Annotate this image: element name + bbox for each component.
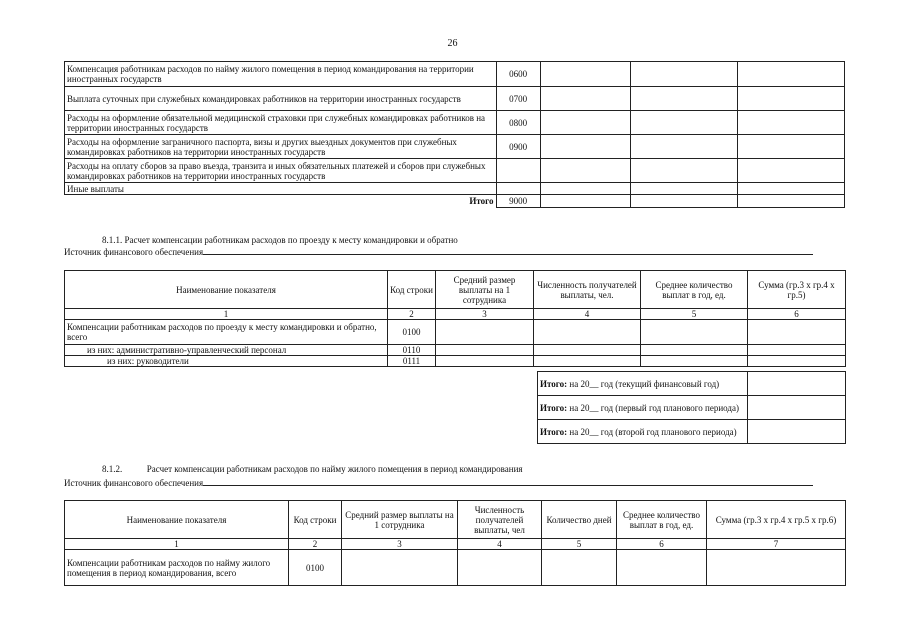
total-row xyxy=(538,372,846,396)
row-name: Выплата суточных при служебных командировках работников на территории иностранных государств xyxy=(65,87,497,111)
section-812-title: Расчет компенсации работникам расходов по найму жилого помещения в период командирования xyxy=(146,464,523,474)
row-name: Расходы на оплату сборов за право въезда, транзита и иных обязательных платежей и сборов при служебных командировках работников на территории иностранных государств xyxy=(65,159,497,183)
table-row xyxy=(65,356,846,367)
header-cell: Сумма (гр.3 х гр.4 х гр.5 х гр.6) xyxy=(707,501,846,539)
column-number-row xyxy=(65,539,846,550)
row-code: 0100 xyxy=(289,550,342,586)
table-row xyxy=(65,183,845,195)
row-code: 0700 xyxy=(496,87,540,111)
header-cell: Численность получателей выплаты, чел xyxy=(458,501,542,539)
section-811-source xyxy=(64,246,813,257)
column-number: 1 xyxy=(65,539,289,550)
column-number: 6 xyxy=(748,309,846,320)
row-name: Иные выплаты xyxy=(65,183,497,195)
row-code: 0111 xyxy=(388,356,436,367)
total-code: 9000 xyxy=(496,195,540,208)
total-row xyxy=(65,195,845,208)
section-812-heading xyxy=(102,464,523,474)
column-number: 4 xyxy=(534,309,641,320)
table-row xyxy=(65,159,845,183)
total-label: Итого: на 20__ год (текущий финансовый год) xyxy=(538,372,748,396)
column-number: 2 xyxy=(388,309,436,320)
column-number: 4 xyxy=(458,539,542,550)
top-table xyxy=(64,61,845,208)
table-row xyxy=(65,320,846,345)
column-number: 7 xyxy=(707,539,846,550)
section-812-number: 8.1.2. xyxy=(102,464,123,474)
row-name: из них: руководители xyxy=(65,356,388,367)
header-cell: Среднее количество выплат в год, ед. xyxy=(617,501,707,539)
column-number-row xyxy=(65,309,846,320)
header-row xyxy=(65,271,846,309)
row-code: 0800 xyxy=(496,111,540,135)
table-811-totals xyxy=(537,371,846,444)
header-cell: Код строки xyxy=(289,501,342,539)
column-number: 3 xyxy=(436,309,534,320)
row-name: Расходы на оформление заграничного паспорта, визы и других выездных документов при служебных командировках работников на территории иностранных государств xyxy=(65,135,497,159)
header-row xyxy=(65,501,846,539)
total-label: Итого: на 20__ год (второй год планового периода) xyxy=(538,420,748,444)
column-number: 3 xyxy=(342,539,458,550)
header-cell: Среднее количество выплат в год, ед. xyxy=(641,271,748,309)
table-row xyxy=(65,62,845,87)
header-cell: Количество дней xyxy=(542,501,617,539)
header-cell: Наименование показателя xyxy=(65,501,289,539)
header-cell: Средний размер выплаты на 1 сотрудника xyxy=(342,501,458,539)
row-name: Компенсация работникам расходов по найму жилого помещения в период командирования на территории иностранных государств xyxy=(65,62,497,87)
row-name: Расходы на оформление обязательной медицинской страховки при служебных командировках работников на территории иностранных государств xyxy=(65,111,497,135)
row-code: 0600 xyxy=(496,62,540,87)
table-812 xyxy=(64,500,846,586)
column-number: 5 xyxy=(542,539,617,550)
header-cell: Численность получателей выплаты, чел. xyxy=(534,271,641,309)
row-code xyxy=(496,159,540,183)
table-row xyxy=(65,111,845,135)
table-row xyxy=(65,550,846,586)
header-cell: Сумма (гр.3 х гр.4 х гр.5) xyxy=(748,271,846,309)
source-field-line xyxy=(203,246,813,255)
section-812-source xyxy=(64,477,813,488)
row-code: 0900 xyxy=(496,135,540,159)
row-code xyxy=(496,183,540,195)
table-row xyxy=(65,135,845,159)
page-number: 26 xyxy=(447,38,458,49)
total-label: Итого: на 20__ год (первый год планового периода) xyxy=(538,396,748,420)
header-cell: Код строки xyxy=(388,271,436,309)
column-number: 5 xyxy=(641,309,748,320)
section-811-heading: 8.1.1. Расчет компенсации работникам расходов по проезду к месту командировки и обратно xyxy=(102,235,458,245)
column-number: 2 xyxy=(289,539,342,550)
table-811 xyxy=(64,270,846,367)
total-label: Итого xyxy=(65,195,497,208)
header-cell: Средний размер выплаты на 1 сотрудника xyxy=(436,271,534,309)
table-row xyxy=(65,87,845,111)
header-cell: Наименование показателя xyxy=(65,271,388,309)
source-field-line xyxy=(203,477,813,486)
total-row xyxy=(538,396,846,420)
row-name: Компенсации работникам расходов по проезду к месту командировки и обратно, всего xyxy=(65,320,388,345)
column-number: 1 xyxy=(65,309,388,320)
total-row xyxy=(538,420,846,444)
row-name: из них: административно-управленческий персонал xyxy=(65,345,388,356)
table-row xyxy=(65,345,846,356)
row-code: 0110 xyxy=(388,345,436,356)
source-label: Источник финансового обеспечения xyxy=(64,478,204,488)
row-name: Компенсации работникам расходов по найму жилого помещения в период командирования, всего xyxy=(65,550,289,586)
row-code: 0100 xyxy=(388,320,436,345)
column-number: 6 xyxy=(617,539,707,550)
source-label: Источник финансового обеспечения xyxy=(64,247,204,257)
